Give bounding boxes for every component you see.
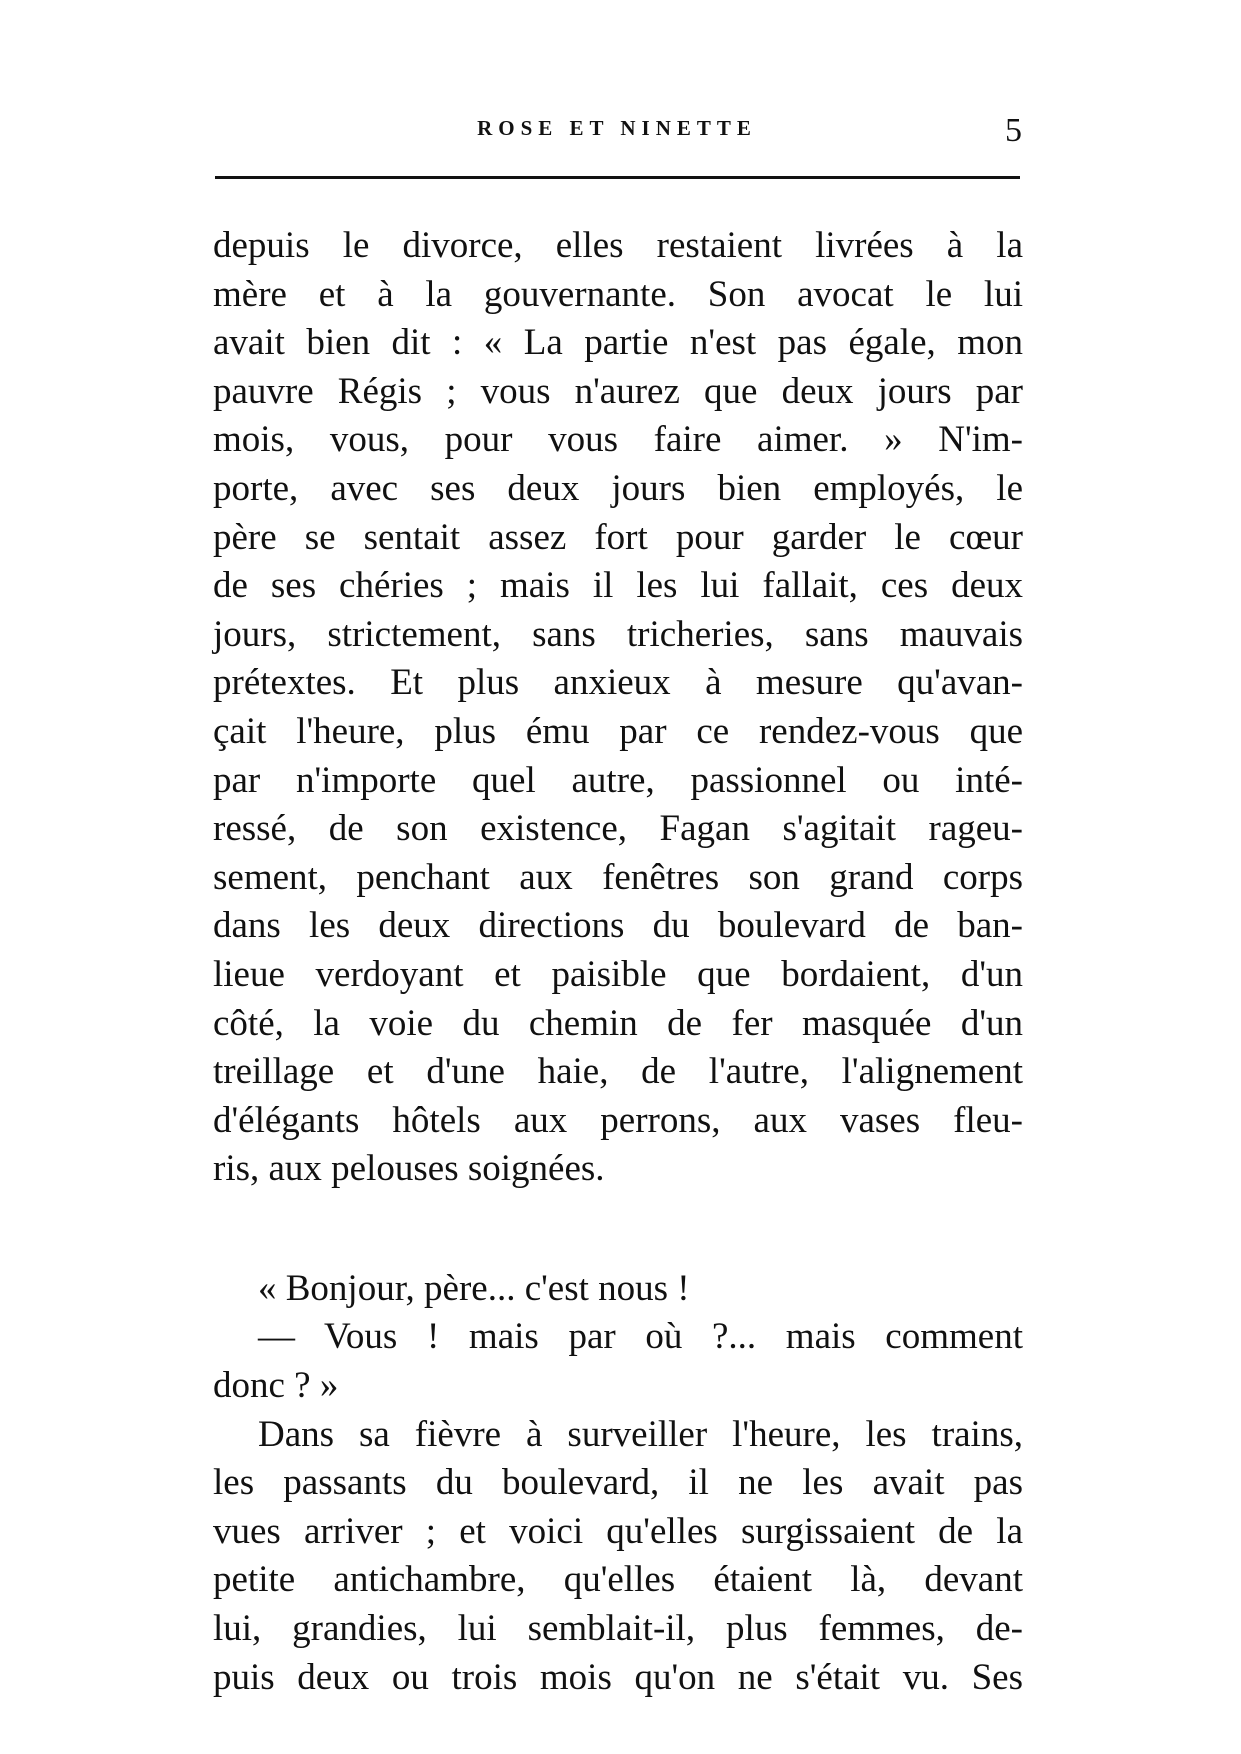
- text-line: mère et à la gouvernante. Son avocat le lui: [213, 273, 1023, 315]
- text-line: ris, aux pelouses soignées.: [213, 1148, 605, 1190]
- text-line: avait bien dit : « La partie n'est pas égale, mon: [213, 322, 1023, 364]
- dialogue-line: « Bonjour, père... c'est nous !: [258, 1267, 690, 1309]
- text-line: prétextes. Et plus anxieux à mesure qu'avan-: [213, 662, 1023, 704]
- text-line: dans les deux directions du boulevard de ban-: [213, 905, 1023, 947]
- text-line: sement, penchant aux fenêtres son grand corps: [213, 856, 1023, 898]
- text-line: pauvre Régis ; vous n'aurez que deux jours par: [213, 370, 1023, 412]
- body-text: [213, 222, 1023, 1702]
- running-title: ROSE ET NINETTE: [477, 116, 757, 140]
- header-rule: [215, 176, 1020, 179]
- text-line: çait l'heure, plus ému par ce rendez-vous que: [213, 710, 1023, 752]
- text-line: les passants du boulevard, il ne les avait pas: [213, 1462, 1023, 1504]
- text-line: jours, strictement, sans tricheries, sans mauvais: [213, 613, 1023, 655]
- text-line: Dans sa fièvre à surveiller l'heure, les trains,: [258, 1413, 1023, 1455]
- page-number: 5: [1005, 112, 1022, 149]
- dialogue-line: donc ? »: [213, 1365, 339, 1407]
- text-line: par n'importe quel autre, passionnel ou inté-: [213, 759, 1023, 801]
- text-line: lieue verdoyant et paisible que bordaient, d'un: [213, 953, 1023, 995]
- text-line: mois, vous, pour vous faire aimer. » N'im-: [213, 419, 1023, 461]
- paragraph-2: [213, 1411, 1023, 1703]
- text-line: côté, la voie du chemin de fer masquée d'un: [213, 1002, 1023, 1044]
- text-line: lui, grandies, lui semblait-il, plus femmes, de-: [213, 1608, 1023, 1650]
- text-line: père se sentait assez fort pour garder le cœur: [213, 516, 1023, 558]
- text-line: puis deux ou trois mois qu'on ne s'était vu. Ses: [213, 1656, 1023, 1698]
- dialogue-line: — Vous ! mais par où ?... mais comment: [258, 1316, 1023, 1358]
- text-line: porte, avec ses deux jours bien employés, le: [213, 467, 1023, 509]
- text-line: petite antichambre, qu'elles étaient là, devant: [213, 1559, 1023, 1601]
- section-gap: [213, 1194, 1023, 1265]
- running-head: [212, 112, 1022, 162]
- text-line: d'élégants hôtels aux perrons, aux vases fleu-: [213, 1099, 1023, 1141]
- text-line: ressé, de son existence, Fagan s'agitait rageu-: [213, 808, 1023, 850]
- text-line: vues arriver ; et voici qu'elles surgissaient de la: [213, 1510, 1023, 1552]
- dialogue: [213, 1265, 1023, 1411]
- text-line: de ses chéries ; mais il les lui fallait, ces deux: [213, 565, 1023, 607]
- paragraph-1: [213, 222, 1023, 1194]
- text-line: depuis le divorce, elles restaient livrées à la: [213, 225, 1023, 266]
- text-line: treillage et d'une haie, de l'autre, l'alignement: [213, 1051, 1023, 1093]
